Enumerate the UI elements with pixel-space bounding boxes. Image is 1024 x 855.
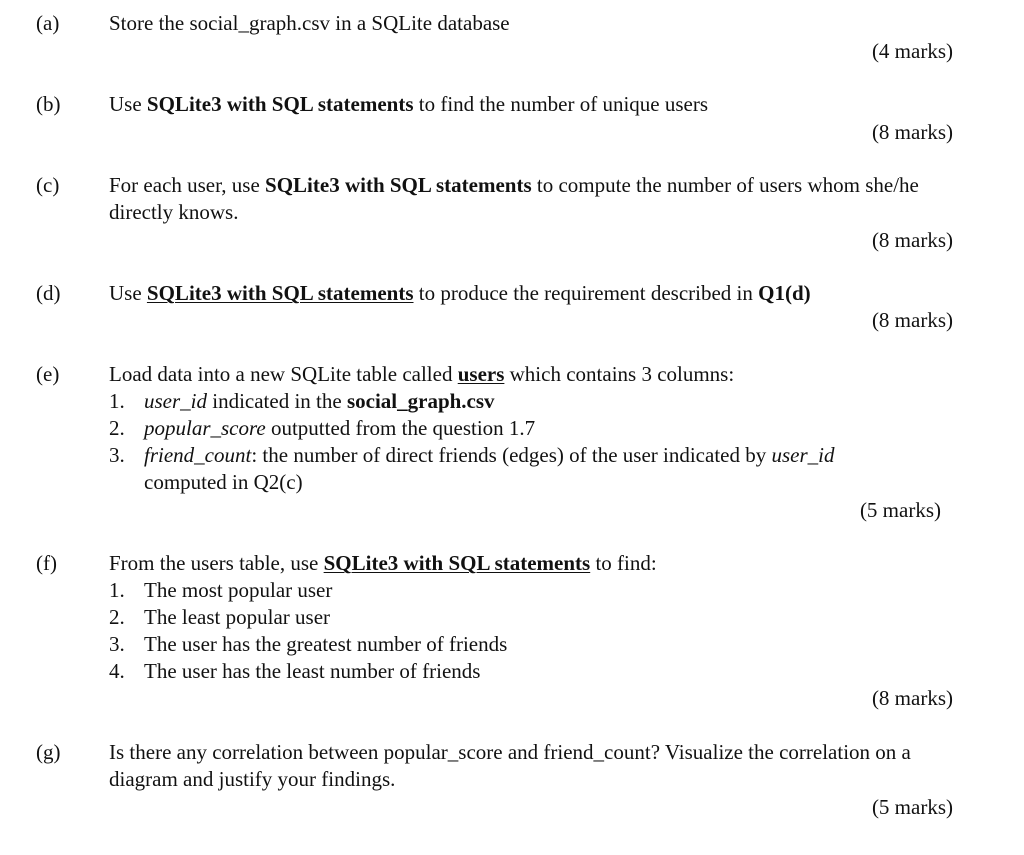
task-list — [109, 577, 959, 685]
marks: (8 marks) — [871, 228, 953, 252]
text-run: which contains 3 columns: — [504, 362, 735, 386]
question-label: (c) — [36, 173, 60, 197]
emphasis-text: SQLite3 with SQL statements — [323, 551, 591, 575]
question-text: Store the social_graph.csv in a SQLite database — [109, 11, 510, 35]
question-label: (e) — [36, 362, 60, 386]
list-item: 4. The user has the least number of friends — [109, 659, 481, 683]
emphasis-text: SQLite3 with SQL statements — [265, 173, 532, 197]
table-name: users — [457, 362, 505, 386]
text-run: to find the number of unique users — [413, 92, 709, 116]
emphasis-text: SQLite3 with SQL statements — [146, 92, 414, 116]
question-text — [109, 172, 959, 226]
marks: (4 marks) — [871, 39, 953, 63]
question-text — [109, 280, 959, 307]
text-run: Use — [109, 281, 147, 305]
marks: (8 marks) — [871, 120, 953, 144]
text-run: From the users table, use — [109, 551, 324, 575]
question-text: Is there any correlation between popular_score and friend_count? Visualize the correlation on a diagram and justify your findings. — [109, 740, 911, 791]
list-item: 3. The user has the greatest number of friends — [109, 632, 508, 656]
text-run: Load data into a new SQLite table called — [109, 362, 458, 386]
question-label: (g) — [36, 740, 61, 764]
marks: (8 marks) — [871, 308, 953, 332]
question-text — [109, 361, 959, 496]
question-reference: Q1(d) — [758, 281, 811, 305]
text-run: to find: — [590, 551, 657, 575]
text-run: For each user, use — [109, 173, 266, 197]
list-item: 1. The most popular user — [109, 578, 333, 602]
marks: (8 marks) — [871, 686, 953, 710]
text-run: Use — [109, 92, 147, 116]
question-label: (f) — [36, 551, 57, 575]
marks: (5 marks) — [871, 795, 953, 819]
list-item: 2. popular_score outputted from the question 1.7 — [109, 416, 536, 440]
emphasis-text: SQLite3 with SQL statements — [146, 281, 414, 305]
text-run: to produce the requirement described in — [413, 281, 759, 305]
question-label: (a) — [36, 11, 60, 35]
question-text — [109, 550, 959, 685]
question-text — [109, 91, 959, 118]
list-item: 1. user_id indicated in the social_graph.csv — [109, 389, 495, 413]
list-item: 3. friend_count: the number of direct friends (edges) of the user indicated by user_id computed in Q2(c) — [109, 443, 835, 494]
column-list — [109, 388, 959, 496]
marks: (5 marks) — [859, 498, 941, 522]
list-item: 2. The least popular user — [109, 605, 331, 629]
question-label: (d) — [36, 281, 61, 305]
question-label: (b) — [36, 92, 61, 116]
text-run: to compute the number of users whom she/he directly knows. — [109, 173, 919, 224]
